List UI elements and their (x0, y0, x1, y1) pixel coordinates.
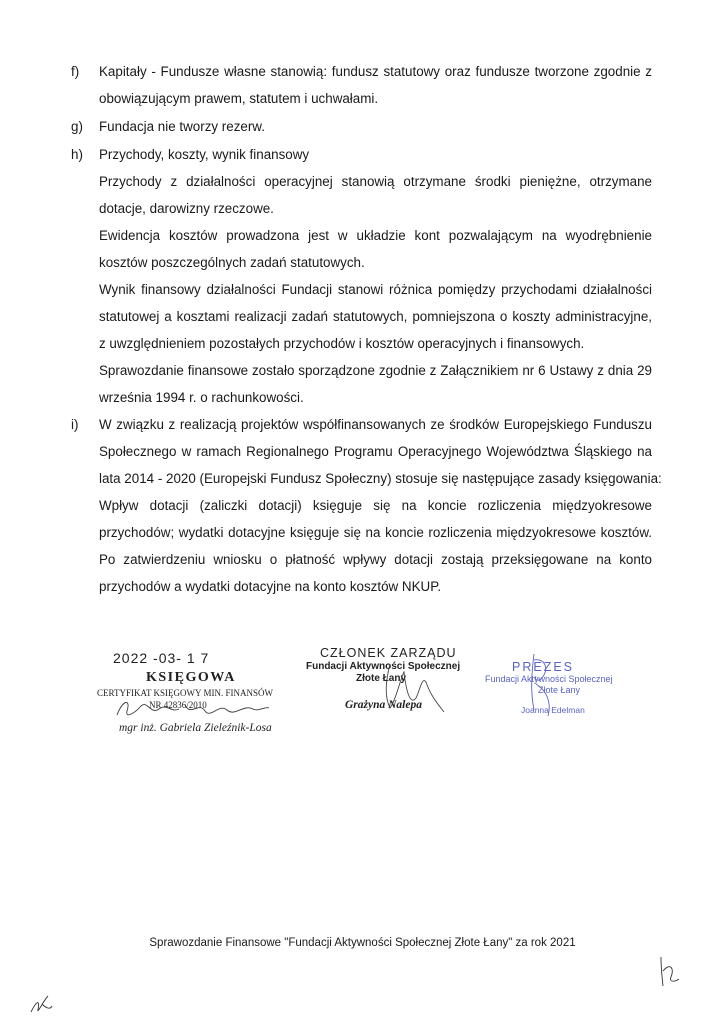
item-text-line: Społecznego w ramach Regionalnego Programu Operacyjnego Województwa Śląskiego na (99, 444, 652, 459)
item-text-line: dotacje, darowizny rzeczowe. (99, 201, 274, 216)
date-stamp: 2022 -03- 1 7 (113, 650, 210, 666)
item-text-line: Sprawozdanie finansowe zostało sporządzone zgodnie z Załącznikiem nr 6 Ustawy z dnia 29 (99, 363, 652, 378)
item-text-line: obowiązującym prawem, statutem i uchwałami. (99, 91, 379, 106)
czlonek-signature (360, 660, 450, 720)
item-marker: i) (71, 417, 79, 432)
item-text-line: kosztów poszczególnych zadań statutowych. (99, 255, 365, 270)
ksiegowa-signature (113, 697, 273, 723)
item-marker: h) (71, 147, 83, 162)
item-text-line: z uwzględnieniem pozostałych przychodów i kosztów operacyjnych i finansowych. (99, 336, 585, 351)
initials-left (28, 994, 54, 1016)
stamp-name: Grażyna Nalepa (345, 699, 422, 711)
item-marker: f) (71, 64, 80, 79)
item-text-line: Wpływ dotacji (zaliczki dotacji) księguje się na koncie rozliczenia międzyokresowe (99, 498, 652, 513)
item-text-line: Przychody z działalności operacyjnej stanowią otrzymane środki pieniężne, otrzymane (99, 174, 652, 189)
item-text-line: statutowej a kosztami realizacji zadań statutowych, pomniejszona o koszty administracyjne, (99, 309, 652, 324)
item-heading: Przychody, koszty, wynik finansowy (99, 147, 310, 162)
item-text-line: Po zatwierdzeniu wniosku o płatność wpływy dotacji zostają przeksięgowane na konto (99, 552, 652, 567)
item-text-line: września 1994 r. o rachunkowości. (99, 390, 304, 405)
stamp-title: KSIĘGOWA (146, 670, 236, 685)
item-text-line: Kapitały - Fundusze własne stanowią: fundusz statutowy oraz fundusze tworzone zgodnie z (99, 64, 652, 79)
item-marker: g) (71, 119, 83, 134)
item-text-line: przychodów a wydatki dotacyjne na konto kosztów NKUP. (99, 579, 442, 594)
item-text-line: lata 2014 - 2020 (Europejski Fundusz Społeczny) stosuje się następujące zasady księgowania: (99, 471, 662, 486)
stamp-number: NR 42836/2010 (149, 700, 207, 710)
page-footer: Sprawozdanie Finansowe "Fundacji Aktywności Społecznej Złote Łany" za rok 2021 (149, 937, 576, 949)
stamp-title: CZŁONEK ZARZĄDU (320, 646, 457, 660)
stamp-org: Złote Łany (538, 685, 581, 695)
stamp-cert: CERTYFIKAT KSIĘGOWY MIN. FINANSÓW (97, 688, 273, 698)
item-text-line: Ewidencja kosztów prowadzona jest w układzie kont pozwalającym na wyodrębnienie (99, 228, 652, 243)
stamp-org: Fundacji Aktywności Społecznej (485, 674, 613, 684)
stamp-org: Fundacji Aktywności Społecznej (306, 661, 461, 672)
item-text-line: Fundacja nie tworzy rezerw. (99, 119, 265, 134)
item-text-line: Wynik finansowy działalności Fundacji stanowi różnica pomiędzy przychodami działalności (99, 282, 652, 297)
prezes-signature (512, 650, 575, 720)
stamp-name: Joanna Edelman (521, 705, 585, 715)
initials-right (657, 955, 683, 989)
stamp-name: mgr inż. Gabriela Zieleźnik-Losa (119, 722, 272, 734)
item-text-line: W związku z realizacją projektów współfinansowanych ze środków Europejskiego Funduszu (99, 417, 652, 432)
item-text-line: przychodów; wydatki dotacyjne księguje się na koncie rozliczenia międzyokresowe kosztów. (99, 525, 652, 540)
stamp-org: Złote Łany (356, 673, 407, 684)
stamp-title: PREZES (512, 660, 575, 674)
